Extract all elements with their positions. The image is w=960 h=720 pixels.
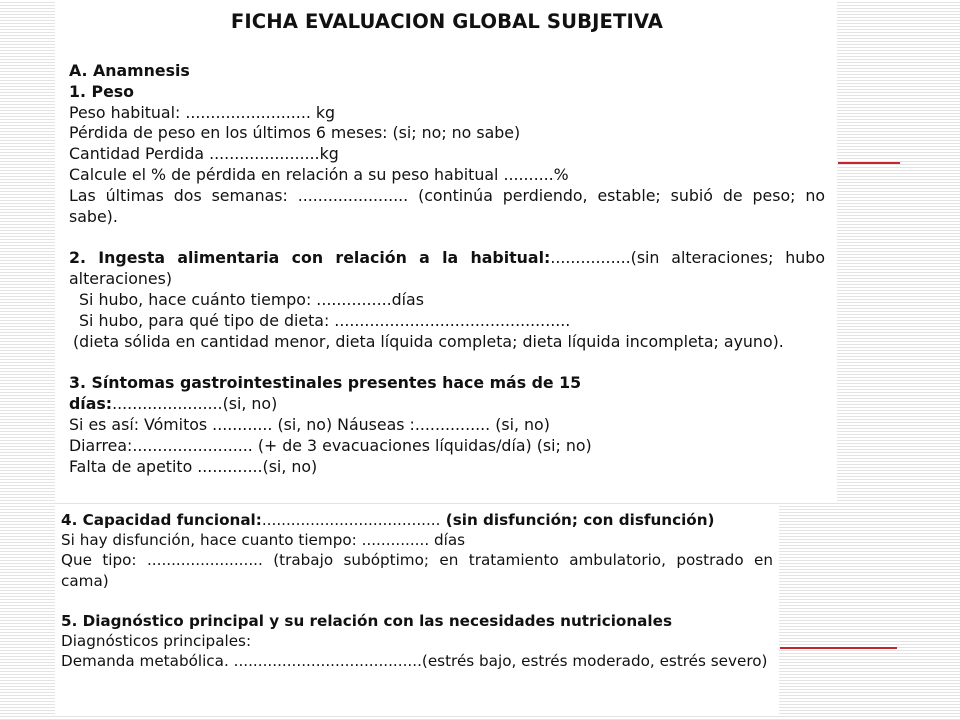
sintomas-heading-dias: días: bbox=[69, 394, 113, 414]
sintomas-heading: 3. Síntomas gastrointestinales presentes hace más de 15 bbox=[69, 373, 582, 393]
disfuncion-tiempo-line: Si hay disfunción, hace cuanto tiempo: .............. días bbox=[61, 531, 466, 550]
calcule-porcentaje-line: Calcule el % de pérdida en relación a su peso habitual ..........% bbox=[69, 164, 569, 184]
vomitos-nauseas-line: Si es así: Vómitos ............ (si, no) Náuseas :............... (si, no) bbox=[69, 414, 550, 434]
cantidad-perdida-line: Cantidad Perdida ......................kg bbox=[69, 144, 339, 164]
diagnostico-heading: 5. Diagnóstico principal y su relación con las necesidades nutricionales bbox=[61, 611, 672, 630]
diagnosticos-principales-line: Diagnósticos principales: bbox=[61, 632, 252, 651]
capacidad-heading: 4. Capacidad funcional: bbox=[61, 511, 262, 529]
sintomas-dias-line bbox=[69, 394, 825, 415]
peso-heading: 1. Peso bbox=[69, 81, 135, 101]
spacer bbox=[61, 591, 773, 611]
accent-rule bbox=[780, 647, 897, 649]
peso-habitual-line: Peso habitual: ......................... kg bbox=[69, 102, 336, 122]
form-page-bottom bbox=[55, 505, 779, 714]
diarrea-line: Diarrea:........................ (+ de 3 evacuaciones líquidas/día) (si; no) bbox=[69, 435, 592, 455]
sintomas-options: ......................(si, no) bbox=[112, 394, 278, 414]
ingesta-dieta-options: (dieta sólida en cantidad menor, dieta líquida completa; dieta líquida incompleta; ayuno). bbox=[73, 331, 784, 351]
form-title: FICHA EVALUACION GLOBAL SUBJETIVA bbox=[230, 10, 664, 33]
accent-rule bbox=[838, 162, 900, 164]
capacidad-dots: ..................................... bbox=[261, 511, 441, 529]
ultimas-semanas-line: Las últimas dos semanas: ...................... (continúa perdiendo, estable; subió de peso; no sabe). bbox=[69, 185, 825, 226]
form-page-top bbox=[55, 0, 837, 503]
capacidad-block bbox=[61, 510, 773, 530]
perdida-6-meses-line: Pérdida de peso en los últimos 6 meses: (si; no; no sabe) bbox=[69, 123, 521, 143]
ingesta-dieta-line: Si hubo, para qué tipo de dieta: ............................................... bbox=[79, 310, 571, 330]
demanda-metabolica-line: Demanda metabólica. .......................................(estrés bajo, estrés moderado, estrés severo) bbox=[61, 652, 768, 671]
ingesta-block bbox=[69, 248, 825, 290]
ingesta-heading: 2. Ingesta alimentaria con relación a la habitual: bbox=[69, 248, 551, 268]
ingesta-cuanto-line: Si hubo, hace cuánto tiempo: ...............días bbox=[79, 289, 424, 309]
capacidad-options: (sin disfunción; con disfunción) bbox=[440, 511, 715, 529]
spacer bbox=[69, 352, 825, 373]
ingesta-options: ................(sin alteraciones; hubo alteraciones) bbox=[69, 248, 825, 289]
spacer bbox=[69, 227, 825, 248]
disfuncion-tipo-line: Que tipo: ........................ (trabajo subóptimo; en tratamiento ambulatorio, postrado en cama) bbox=[61, 551, 773, 590]
falta-apetito-line: Falta de apetito .............(si, no) bbox=[69, 456, 318, 476]
section-a-heading: A. Anamnesis bbox=[69, 61, 190, 80]
